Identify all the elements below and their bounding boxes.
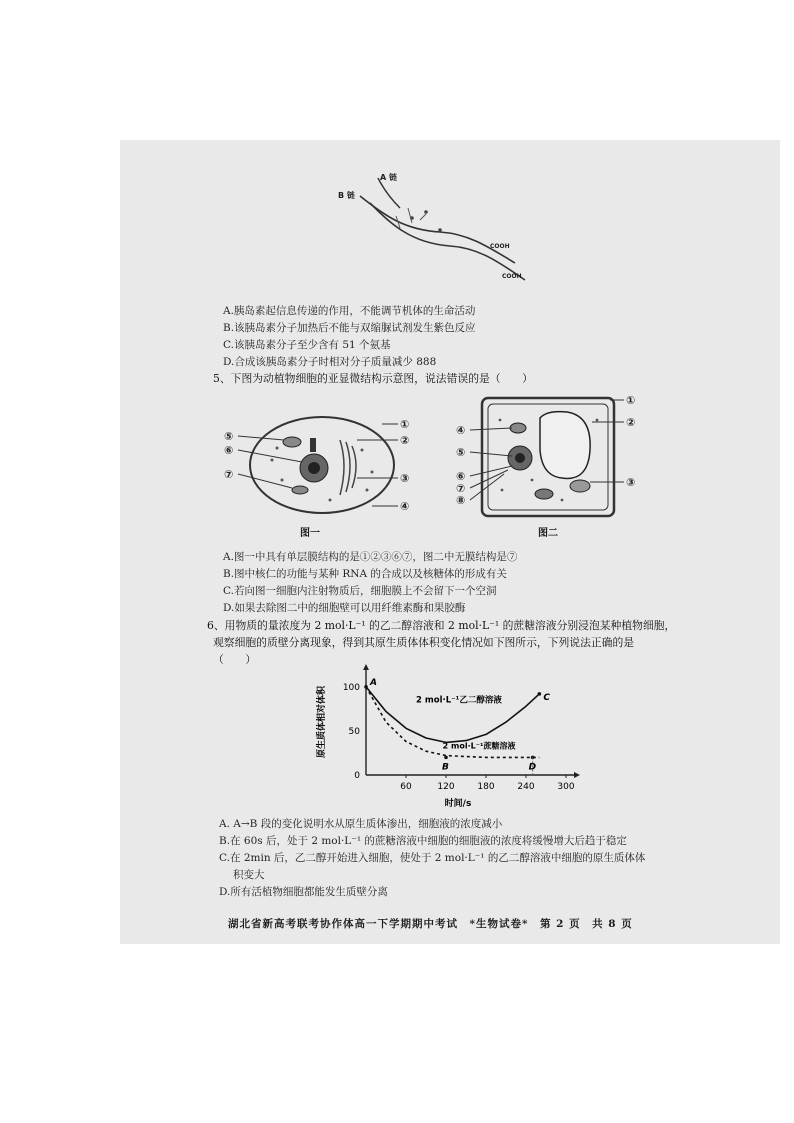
fig1-label-7: ⑦ [224, 468, 234, 481]
point-label-b: B [442, 762, 449, 773]
y-tick-label: 50 [348, 726, 360, 737]
q6-option-a: A. A→B 段的变化说明水从原生质体渗出，细胞液的浓度减小 [219, 818, 503, 830]
x-tick-label: 300 [557, 782, 575, 792]
x-tick-label: 240 [517, 782, 535, 792]
q4-option-a: A.胰岛素起信息传递的作用，不能调节机体的生命活动 [223, 305, 476, 317]
fig1-label-2: ② [400, 434, 410, 447]
chain-b-label: B 链 [338, 191, 355, 200]
q4-option-d: D.合成该胰岛素分子时相对分子质量减少 888 [223, 356, 437, 368]
q4-option-b: B.该胰岛素分子加热后不能与双缩脲试剂发生紫色反应 [223, 322, 476, 334]
fig2-label-4: ④ [456, 424, 466, 437]
q6-stem-line3: （ ） [213, 653, 257, 666]
chart-ylabel: 原生质体相对体积 [317, 685, 327, 759]
q5-option-d: D.如果去除图二中的细胞壁可以用纤维素酶和果胶酶 [223, 602, 466, 614]
point-a [364, 685, 368, 689]
q6-stem-line2: 观察细胞的质壁分离现象，得到其原生质体体积变化情况如下图所示，下列说法正确的是 [213, 636, 635, 649]
q6-option-d: D.所有活植物细胞都能发生质壁分离 [219, 886, 388, 898]
q6-option-b: B.在 60s 后，处于 2 mol·L⁻¹ 的蔗糖溶液中细胞的细胞液的浓度将缓慢增大后趋于稳定 [219, 835, 627, 847]
volume-chart [310, 660, 590, 810]
fig2-caption: 图二 [538, 528, 558, 539]
point-label-d: D [528, 762, 537, 773]
q5-stem: 5、下图为动植物细胞的亚显微结构示意图，说法错误的是（ ） [213, 372, 533, 385]
fig2-label-1: ① [626, 394, 636, 407]
fig2-label-7: ⑦ [456, 482, 466, 495]
chart-xlabel: 时间/s [444, 799, 472, 809]
q5-option-c: C.若向图一细胞内注射物质后，细胞膜上不会留下一个空洞 [223, 585, 497, 597]
fig1-label-3: ③ [400, 472, 410, 485]
y-tick-label: 0 [354, 771, 360, 781]
fig1-label-6: ⑥ [224, 444, 234, 457]
chart-series [366, 687, 539, 758]
x-tick-label: 180 [477, 782, 495, 792]
chart-axes [343, 664, 580, 792]
fig2-label-2: ② [626, 416, 636, 429]
point-label-a: A [370, 677, 377, 688]
q5-option-a: A.图一中具有单层膜结构的是①②③⑥⑦，图二中无膜结构是⑦ [223, 551, 518, 563]
q5-option-b: B.图中核仁的功能与某种 RNA 的合成以及核糖体的形成有关 [223, 568, 507, 580]
point-b [444, 756, 448, 760]
fig1-caption: 图一 [300, 528, 320, 539]
y-tick-label: 100 [342, 682, 360, 693]
fig1-label-1: ① [400, 418, 410, 431]
x-tick-label: 120 [437, 782, 455, 792]
fig1-label-4: ④ [400, 500, 410, 513]
fig2-label-8: ⑧ [456, 494, 466, 507]
y-axis-arrow [363, 664, 369, 670]
q6-stem-line1: 6、用物质的量浓度为 2 mol·L⁻¹ 的乙二醇溶液和 2 mol·L⁻¹ 的蔗糖溶液分别浸泡某种植物细胞， [207, 619, 676, 632]
plant-cell-figure [452, 390, 652, 524]
point-label-c: C [543, 692, 550, 703]
terminal-label-2: COOH [502, 273, 522, 280]
series-label-sucrose: 2 mol·L⁻¹蔗糖溶液 [442, 741, 516, 751]
q6-option-c: C.在 2min 后，乙二醇开始进入细胞，使处于 2 mol·L⁻¹ 的乙二醇溶液中细胞的原生质体体 [219, 852, 646, 864]
chart-marks [364, 678, 550, 775]
q6-option-c-cont: 积变大 [233, 869, 265, 881]
series-label-ethylene-glycol: 2 mol·L⁻¹乙二醇溶液 [416, 695, 502, 706]
fig2-label-3: ③ [626, 476, 636, 489]
page-footer: 湖北省新高考联考协作体高一下学期期中考试 *生物试卷* 第 2 页 共 8 页 [228, 918, 633, 930]
fig2-label-5: ⑤ [456, 446, 466, 459]
q4-option-c: C.该胰岛素分子至少含有 51 个氨基 [223, 339, 391, 351]
point-c [538, 692, 542, 696]
fig2-label-6: ⑥ [456, 470, 466, 483]
x-axis-arrow [574, 772, 580, 778]
terminal-label: COOH [490, 243, 510, 250]
x-tick-label: 60 [400, 782, 412, 792]
chain-a-label: A 链 [380, 173, 397, 182]
fig1-label-5: ⑤ [224, 430, 234, 443]
animal-cell-figure [222, 410, 422, 520]
insulin-chain-figure [330, 168, 530, 288]
